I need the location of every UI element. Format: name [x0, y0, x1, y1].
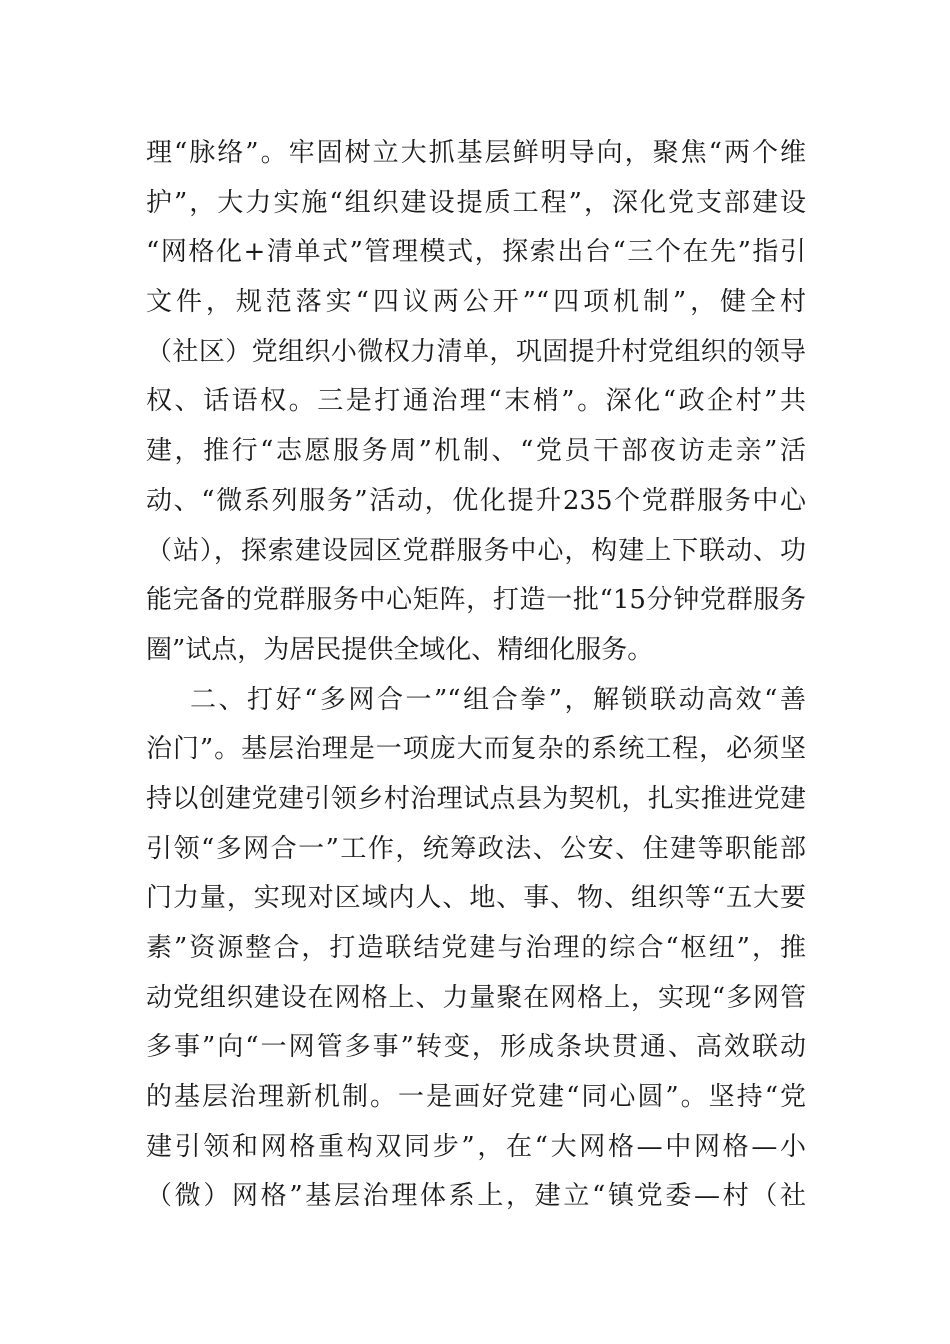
- text-line: 圈”试点，为居民提供全域化、精细化服务。: [146, 634, 654, 665]
- text-line: 二、打好“多网合一”“组合拳”，解锁联动高效“善: [190, 684, 806, 715]
- text-line: “网格化+清单式”管理模式，探索出台“三个在先”指引: [146, 237, 806, 268]
- text-line: 的基层治理新机制。一是画好党建“同心圆”。坚持“党: [146, 1082, 806, 1113]
- text-line: 持以创建党建引领乡村治理试点县为契机，扎实推进党建: [146, 783, 806, 814]
- text-line: 建，推行“志愿服务周”机制、“党员干部夜访走亲”活: [146, 436, 806, 467]
- text-line: （站），探索建设园区党群服务中心，构建上下联动、功: [146, 535, 806, 566]
- text-line: 文件，规范落实“四议两公开”“四项机制”，健全村: [146, 287, 806, 318]
- text-line: 动、“微系列服务”活动，优化提升235个党群服务中心: [146, 485, 806, 516]
- text-line: 门力量，实现对区域内人、地、事、物、组织等“五大要: [146, 883, 806, 914]
- text-line: （微）网格”基层治理体系上，建立“镇党委—村（社: [146, 1181, 806, 1212]
- text-line: 权、话语权。三是打通治理“末梢”。深化“政企村”共: [146, 386, 806, 417]
- text-line: （社区）党组织小微权力清单，巩固提升村党组织的领导: [146, 336, 806, 367]
- body-text: [146, 129, 806, 1222]
- text-line: 治门”。基层治理是一项庞大而复杂的系统工程，必须坚: [146, 734, 806, 765]
- text-line: 多事”向“一网管多事”转变，形成条块贯通、高效联动: [146, 1032, 806, 1063]
- text-line: 护”，大力实施“组织建设提质工程”，深化党支部建设: [146, 187, 806, 218]
- text-line: 引领“多网合一”工作，统筹政法、公安、住建等职能部: [146, 833, 806, 864]
- text-line: 动党组织建设在网格上、力量聚在网格上，实现“多网管: [146, 982, 806, 1013]
- text-line: 素”资源整合，打造联结党建与治理的综合“枢纽”，推: [146, 933, 806, 963]
- text-line: 建引领和网格重构双同步”，在“大网格—中网格—小: [146, 1131, 806, 1162]
- text-line: 理“脉络”。牢固树立大抓基层鲜明导向，聚焦“两个维: [146, 138, 806, 168]
- text-line: 能完备的党群服务中心矩阵，打造一批“15分钟党群服务: [146, 585, 806, 616]
